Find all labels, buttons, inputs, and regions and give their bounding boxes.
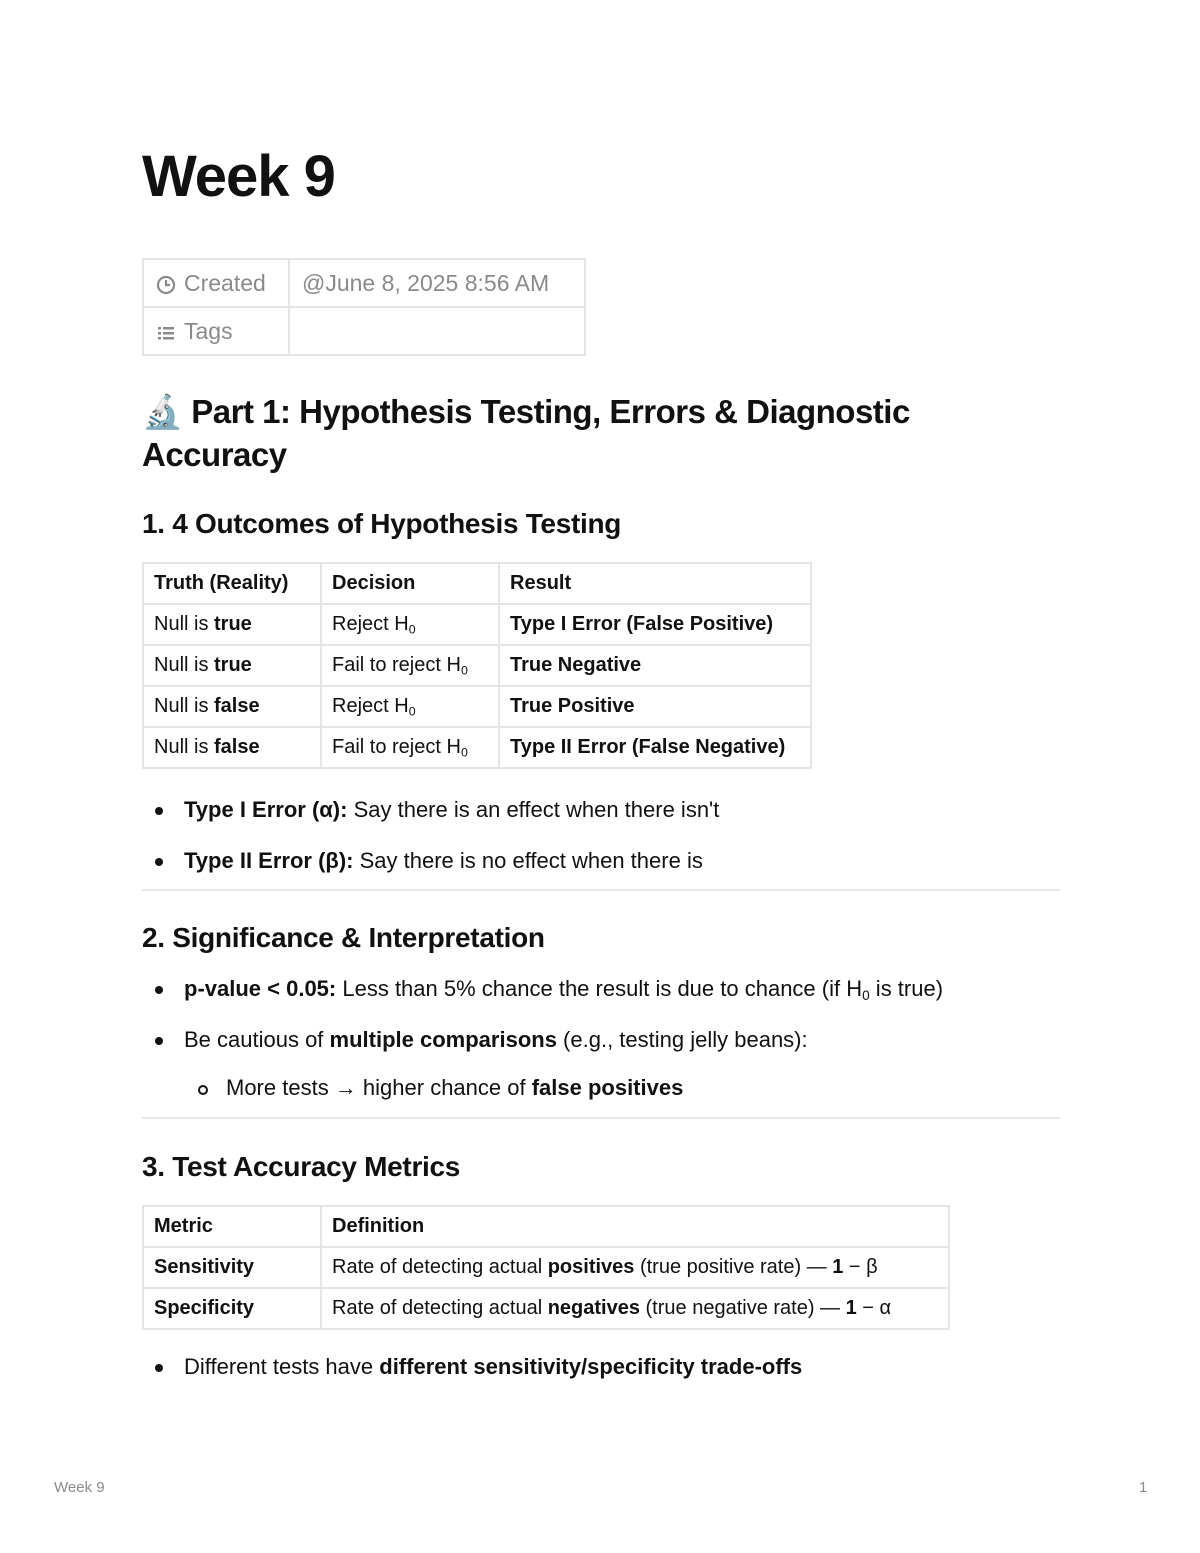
property-key-tags: Tags — [143, 307, 289, 355]
list-item: Type II Error (β): Say there is no effect when there is — [142, 846, 719, 876]
cell-truth: Null is false — [143, 727, 321, 768]
footer-title: Week 9 — [54, 1479, 105, 1496]
cell-decision: Fail to reject $H_0$ — [321, 727, 499, 768]
table-row — [143, 645, 811, 686]
property-row-tags — [143, 307, 585, 355]
cell-result: Type I Error (False Positive) — [499, 604, 811, 645]
section3-bullets — [142, 1352, 802, 1382]
column-header: Metric — [143, 1206, 321, 1247]
footer-page-number: 1 — [1139, 1479, 1148, 1496]
cell-result: Type II Error (False Negative) — [499, 727, 811, 768]
list-item: Different tests have different sensitivity/specificity trade-offs — [142, 1352, 802, 1382]
property-value-created[interactable]: @June 8, 2025 8:56 AM — [289, 259, 585, 307]
outcomes-table — [142, 562, 812, 769]
cell-decision: Fail to reject $H_0$ — [321, 645, 499, 686]
cell-truth: Null is true — [143, 604, 321, 645]
table-row — [143, 727, 811, 768]
cell-result: True Negative — [499, 645, 811, 686]
column-header: Decision — [321, 563, 499, 604]
list-item: Type I Error (α): Say there is an effect when there isn't — [142, 795, 719, 825]
section1-heading: 1. 4 Outcomes of Hypothesis Testing — [142, 508, 622, 539]
microscope-icon: 🔬 — [142, 393, 183, 430]
table-header-row — [143, 563, 811, 604]
section1-bullets — [142, 795, 719, 876]
cell-definition: Rate of detecting actual negatives (true negative rate) — 1 − α — [321, 1288, 949, 1329]
column-header: Truth (Reality) — [143, 563, 321, 604]
list-item: Be cautious of multiple comparisons (e.g., testing jelly beans): — [142, 1025, 943, 1055]
list-item: p-value < 0.05: Less than 5% chance the result is due to chance (if $H_0$ is true) — [142, 974, 943, 1004]
property-value-tags[interactable] — [289, 307, 585, 355]
table-row — [143, 1247, 949, 1288]
cell-metric: Sensitivity — [143, 1247, 321, 1288]
clock-icon — [156, 275, 176, 295]
property-row-created — [143, 259, 585, 307]
metrics-table — [142, 1205, 950, 1330]
table-row — [143, 686, 811, 727]
cell-result: True Positive — [499, 686, 811, 727]
section2-bullets — [142, 974, 943, 1103]
column-header: Definition — [321, 1206, 949, 1247]
cell-metric: Specificity — [143, 1288, 321, 1329]
list-icon — [156, 323, 176, 343]
nested-list-item: More tests → higher chance of false positives — [142, 1073, 943, 1103]
table-row — [143, 604, 811, 645]
cell-truth: Null is true — [143, 645, 321, 686]
cell-truth: Null is false — [143, 686, 321, 727]
cell-decision: Reject $H_0$ — [321, 604, 499, 645]
property-key-created: Created — [143, 259, 289, 307]
properties-table — [142, 258, 586, 356]
table-row — [143, 1288, 949, 1329]
section3-heading: 3. Test Accuracy Metrics — [142, 1151, 461, 1182]
table-header-row — [143, 1206, 949, 1247]
divider — [142, 1117, 1060, 1119]
divider — [142, 889, 1060, 891]
cell-definition: Rate of detecting actual positives (true positive rate) — 1 − β — [321, 1247, 949, 1288]
section2-heading: 2. Significance & Interpretation — [142, 922, 545, 953]
part1-heading: 🔬 Part 1: Hypothesis Testing, Errors & Diagnostic Accuracy — [142, 393, 910, 473]
page-title: Week 9 — [142, 144, 335, 209]
cell-decision: Reject $H_0$ — [321, 686, 499, 727]
column-header: Result — [499, 563, 811, 604]
